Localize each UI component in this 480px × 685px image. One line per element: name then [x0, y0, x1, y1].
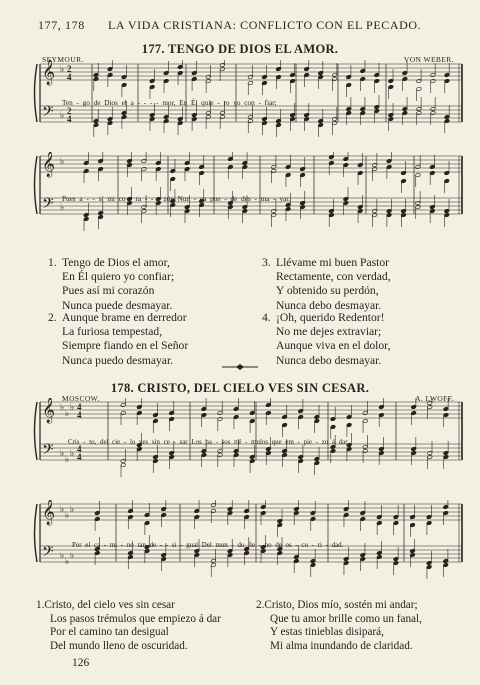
hymn-178-verse-2 [256, 599, 422, 653]
brace [35, 402, 38, 460]
verse-line: Cristo, del cielo ves sin cesar [44, 599, 175, 611]
time-signature: 4 [77, 410, 82, 420]
flat-sign: ♭ [70, 550, 75, 560]
bass-clef: 𝄢 [42, 543, 54, 564]
verse-line: Por el camino tan desigual [50, 626, 169, 639]
verse-line: Nunca puede desmayar. [62, 298, 173, 312]
treble-clef: 𝄞 [42, 60, 56, 85]
flat-sign: ♭ [60, 156, 65, 166]
flat-sign: ♭ [60, 64, 65, 74]
verse-line: Siempre fiando en el Señor [62, 339, 189, 353]
verse-number: 2. [48, 311, 57, 324]
treble-clef: 𝄞 [42, 152, 56, 177]
time-signature: 2 [67, 106, 72, 116]
hymn-177-tune-name: SEYMOUR. [42, 55, 84, 64]
hymn-177-title: 177. TENGO DE DIOS EL AMOR. [141, 42, 339, 56]
hymn-178-system-2 [0, 500, 480, 610]
hymn-178-system-1 [0, 398, 480, 508]
flat-sign: ♭ [60, 402, 65, 412]
hymn-177-verse-2 [48, 311, 188, 368]
verse-line: Tengo de Dios el amor, [62, 256, 170, 269]
flat-sign: ♭ [65, 408, 70, 418]
verse-line: ¡Oh, querido Redentor! [276, 311, 385, 324]
time-signature: 4 [67, 72, 72, 82]
flat-sign: ♭ [60, 504, 65, 514]
hymn-177-lyrics-line-2: Pues a - - sí mi co - ra - - - zón Nun - ca pue - de des - ma - yar. [62, 195, 291, 203]
running-head-page-numbers: 177, 178 [38, 18, 85, 32]
verse-number: 3. [262, 256, 271, 269]
brace [35, 156, 38, 214]
hymn-177-verse-3 [262, 256, 391, 313]
verse-line: Llévame mi buen Pastor [276, 256, 390, 269]
bass-clef: 𝄢 [42, 195, 54, 216]
flat-sign: ♭ [65, 454, 70, 464]
verse-line: Cristo, Dios mío, sostén mi andar; [264, 599, 418, 611]
treble-clef: 𝄞 [42, 398, 56, 423]
time-signature: 4 [77, 452, 82, 462]
flat-sign: ♭ [70, 504, 75, 514]
verse-line: La furiosa tempestad, [62, 325, 163, 339]
flat-sign: ♭ [60, 110, 65, 120]
bass-clef: 𝄢 [42, 103, 54, 124]
hymn-177-system-2 [0, 152, 480, 262]
hymn-178-lyrics-line-1: Cris - to, del cie - lo ves sin ce - sar Los pa - sos tré - mulos que em - pie - zo á dar [68, 439, 348, 446]
verse-line: Rectamente, con verdad, [276, 270, 391, 284]
hymn-178-composer: A. LWOFF. [415, 394, 454, 403]
page-number: 126 [72, 657, 90, 669]
flat-sign: ♭ [60, 202, 65, 212]
flat-sign: ♭ [70, 402, 75, 412]
brace [35, 504, 38, 562]
flat-sign: ♭ [60, 448, 65, 458]
verse-line: Nunca debo desmayar. [276, 298, 382, 312]
verse-line: Y obtenido su perdón, [276, 284, 379, 298]
verse-line: Nunca debo desmayar. [276, 353, 382, 367]
hymn-177-lyrics-line-1: Ten - go de Dios el a - - - - mor, En Él quie - ro yo con - fiar; [62, 99, 277, 107]
verse-line: Mi alma inundando de claridad. [270, 639, 413, 652]
verse-line: Pues así mi corazón [62, 284, 155, 298]
time-signature: 4 [77, 444, 82, 454]
verse-number: 2. [256, 599, 265, 611]
verse-number: 4. [262, 311, 271, 324]
hymn-177-composer: VON WEBER. [403, 55, 454, 64]
flat-sign: ♭ [65, 556, 70, 566]
time-signature: 4 [77, 402, 82, 412]
brace [35, 64, 38, 122]
hymn-178-verse-1 [36, 599, 221, 653]
verse-line: En Él quiero yo confiar; [62, 270, 175, 284]
time-signature: 2 [67, 64, 72, 74]
time-signature: 4 [67, 114, 72, 124]
verse-line: Los pasos trémulos que empiezo á dar [50, 612, 221, 625]
treble-clef: 𝄞 [42, 500, 56, 525]
bass-clef: 𝄢 [42, 441, 54, 462]
flat-sign: ♭ [70, 448, 75, 458]
verse-number: 1. [36, 599, 45, 611]
verse-line: Nunca puedo desmayar. [62, 353, 174, 367]
flat-sign: ♭ [60, 550, 65, 560]
verse-line: Aunque viva en el dolor, [276, 339, 391, 353]
flat-sign: ♭ [65, 510, 70, 520]
section-divider-ornament [222, 363, 258, 371]
hymn-177-verse-1 [48, 256, 174, 313]
verse-number: 1. [48, 256, 57, 269]
running-head-title: LA VIDA CRISTIANA: CONFLICTO CON EL PECADO. [108, 18, 422, 32]
hymn-178-tune-name: MOSCOW. [62, 394, 100, 403]
verse-line: Y estas tinieblas disipará, [270, 626, 384, 639]
hymn-178-title: 178. CRISTO, DEL CIELO VES SIN CESAR. [110, 381, 370, 395]
verse-line: Que tu amor brille como un fanal, [270, 612, 422, 625]
verse-line: Del mundo lleno de oscuridad. [50, 639, 188, 652]
hymn-178-lyrics-line-2: Por el ca - mi - no tan de - - si - gual Del mun - do lle - no de os - cu - ri - dad. [72, 542, 344, 549]
hymn-177-verse-4 [262, 311, 390, 368]
verse-line: No me dejes extraviar; [276, 325, 382, 339]
verse-line: Aunque brame en derredor [62, 311, 187, 324]
